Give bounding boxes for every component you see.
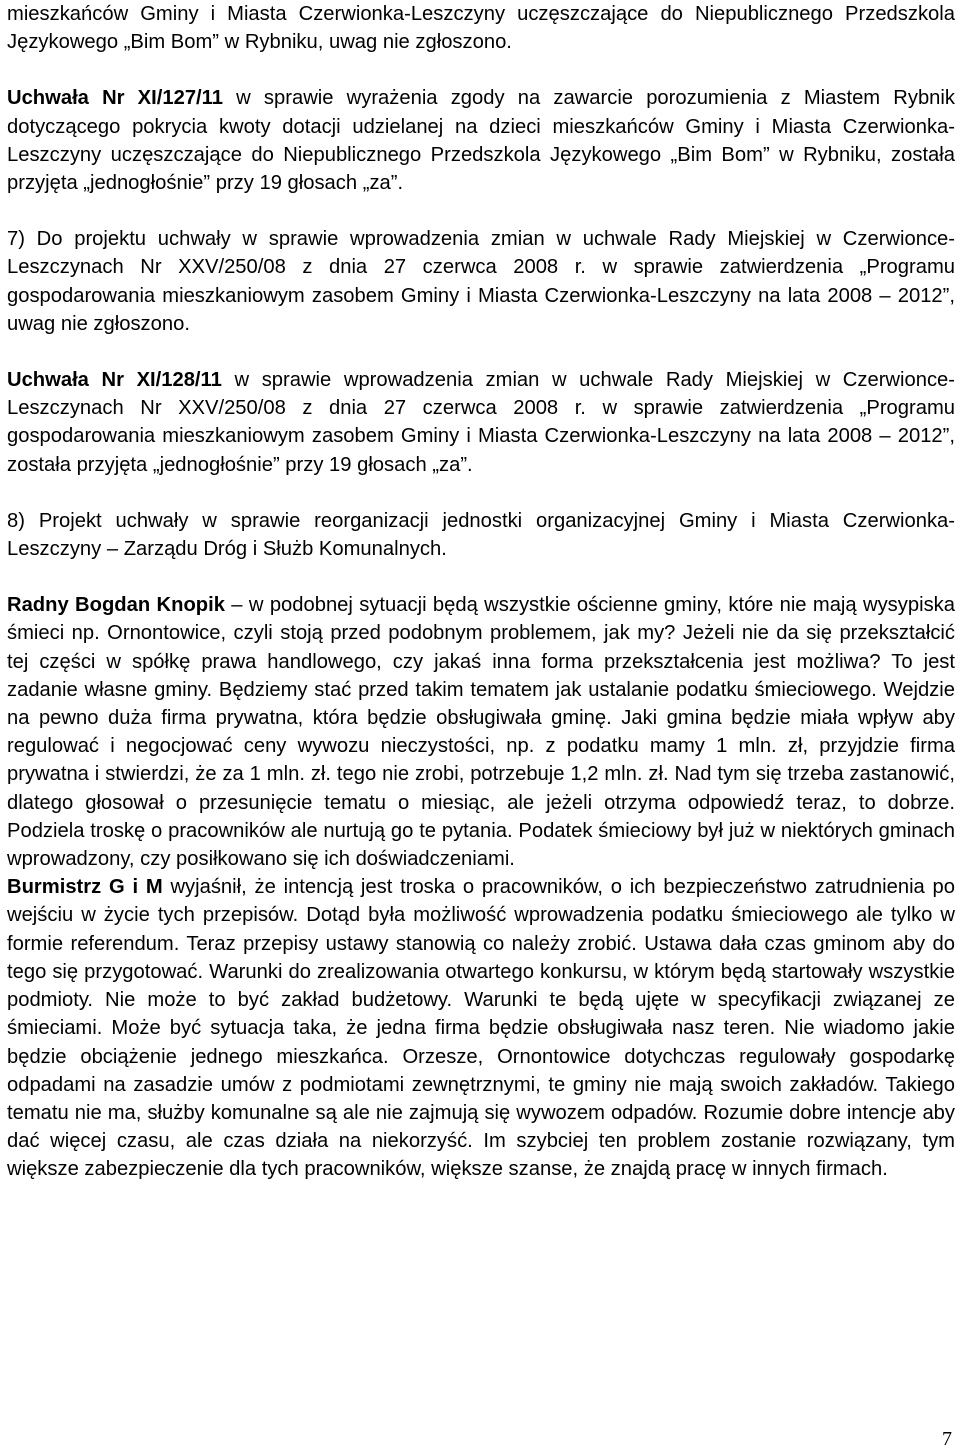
- paragraph-przedszkole-continuation: [7, 0, 955, 56]
- paragraph-radny-knopik: [7, 591, 955, 873]
- paragraph-burmistrz: [7, 873, 955, 1183]
- speaker-name: Radny Bogdan Knopik: [7, 594, 225, 617]
- speaker-name: Burmistrz G i M: [7, 876, 163, 899]
- paragraph-uchwala-127: [7, 84, 955, 197]
- paragraph-text: mieszkańców Gminy i Miasta Czerwionka-Leszczyny uczęszczające do Niepublicznego Przedszkola Językowego „Bim Bom” w Rybniku, uwag nie zgłoszono.: [7, 3, 955, 54]
- paragraph-text: w sprawie wyrażenia zgody na zawarcie porozumienia z Miastem Rybnik dotyczącego pokrycia kwoty dotacji udzielanej na dzieci mieszkańców Gminy i Miasta Czerwionka-Leszczyny uczęszczające do Niepublicznego Przedszkola Językowego „Bim Bom” w Rybniku, została przyjęta „jednogłośnie” przy 19 głosach „za”.: [7, 87, 955, 195]
- paragraph-item-7: [7, 225, 955, 338]
- resolution-title: Uchwała Nr XI/127/11: [7, 87, 223, 110]
- paragraph-text: w sprawie wprowadzenia zmian w uchwale Rady Miejskiej w Czerwionce-Leszczynach Nr XXV/250/08 z dnia 27 czerwca 2008 r. w sprawie zatwierdzenia „Programu gospodarowania mieszkaniowym zasobem Gminy i Miasta Czerwionka-Leszczyny na lata 2008 – 2012”, została przyjęta „jednogłośnie” przy 19 głosach „za”.: [7, 369, 955, 476]
- paragraph-text: – w podobnej sytuacji będą wszystkie ościenne gminy, które nie mają wysypiska śmieci np. Ornontowice, czyli stoją przed podobnym problemem, jak my? Jeżeli nie da się przekształcić tej części w spółkę prawa handlowego, czy jakaś inna forma przekształcenia jest możliwa? To jest zadanie własne gminy. Będziemy stać przed takim tematem jak ustalanie podatku śmieciowego. Wejdzie na pewno duża firma prywatna, która będzie obsługiwała gminę. Jaki gmina będzie miała wpływ aby regulować i negocjować ceny wywozu nieczystości, np. z podatku mamy 1 mln. zł, przyjdzie firma prywatna i stwierdzi, że za 1 mln. zł. tego nie zrobi, potrzebuje 1,2 mln. zł. Nad tym się trzeba zastanowić, dlatego głosował o przesunięcie tematu o miesiąc, ale jeżeli otrzyma odpowiedź teraz, to dobrze. Podziela troskę o pracowników ale nurtują go te pytania. Podatek śmieciowy był już w niektórych gminach wprowadzony, czy posiłkowano się ich doświadczeniami.: [7, 594, 955, 871]
- resolution-title: Uchwała Nr XI/128/11: [7, 369, 222, 392]
- paragraph-text: wyjaśnił, że intencją jest troska o pracowników, o ich bezpieczeństwo zatrudnienia po wejściu w życie tych przepisów. Dotąd była możliwość wprowadzenia podatku śmieciowego ale tylko w formie referendum. Teraz przepisy ustawy stanowią co należy zrobić. Ustawa dała czas gminom aby do tego się przygotować. Warunki do zrealizowania otwartego konkursu, w którym będą startowały wszystkie podmioty. Nie może to być zakład budżetowy. Warunki te będą ujęte w specyfikacji związanej ze śmieciami. Może być sytuacja taka, że jedna firma będzie obsługiwała nasz teren. Nie wiadomo jakie będzie obciążenie jednego mieszkańca. Orzesze, Ornontowice dotychczas regulowały gospodarkę odpadami na zasadzie umów z podmiotami zewnętrznymi, te gminy nie mają swoich zakładów. Takiego tematu nie ma, służby komunalne są ale nie zajmują się wywozem odpadów. Rozumie dobre intencje aby dać więcej czasu, ale czas działa na niekorzyść. Im szybciej ten problem zostanie rozwiązany, tym większe zabezpieczenie dla tych pracowników, większe szanse, że znajdą pracę w innych firmach.: [7, 876, 956, 1181]
- paragraph-text: 7) Do projektu uchwały w sprawie wprowadzenia zmian w uchwale Rady Miejskiej w Czerwionce-Leszczynach Nr XXV/250/08 z dnia 27 czerwca 2008 r. w sprawie zatwierdzenia „Programu gospodarowania mieszkaniowym zasobem Gminy i Miasta Czerwionka-Leszczyny na lata 2008 – 2012”, uwag nie zgłoszono.: [7, 228, 955, 335]
- paragraph-text: 8) Projekt uchwały w sprawie reorganizacji jednostki organizacyjnej Gminy i Miasta Czerwionka-Leszczyny – Zarządu Dróg i Służb Komunalnych.: [7, 509, 955, 561]
- document-page: [7, 0, 955, 1184]
- paragraph-uchwala-128: [7, 366, 955, 479]
- page-number: 7: [942, 1428, 952, 1450]
- paragraph-item-8: [7, 507, 955, 563]
